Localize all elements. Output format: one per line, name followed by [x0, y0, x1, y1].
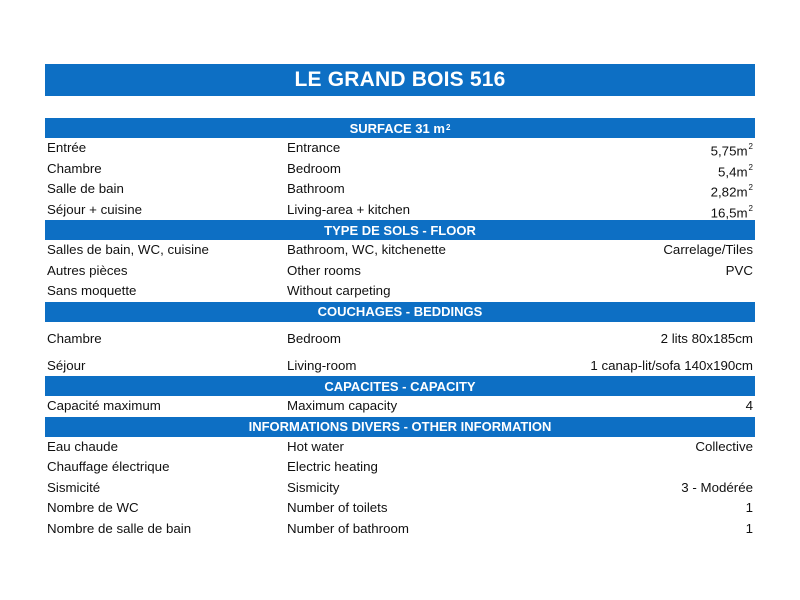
label-fr: Autres pièces: [47, 262, 128, 278]
label-fr: Séjour: [47, 357, 86, 373]
table-row: [45, 356, 755, 377]
row-value: 2 lits 80x185cm: [660, 330, 753, 346]
table-row: [45, 457, 755, 478]
page-title: LE GRAND BOIS 516: [45, 64, 755, 96]
label-en: Hot water: [287, 438, 344, 454]
row-value: $2,82m^2$: [710, 183, 753, 200]
table-row: [45, 261, 755, 282]
row-value: Collective: [695, 438, 753, 454]
row-value: $5,4m^2$: [717, 162, 753, 179]
table-row: [45, 396, 755, 417]
table-row: [45, 322, 755, 356]
label-fr: Eau chaude: [47, 438, 118, 454]
row-value: 1: [745, 500, 753, 515]
table-row: [45, 498, 755, 519]
table-row: [45, 138, 755, 159]
label-en: Entrance: [287, 140, 341, 155]
label-fr: Chambre: [47, 330, 102, 346]
section-heading-floor: TYPE DE SOLS - FLOOR: [45, 220, 755, 240]
label-fr: Nombre de salle de bain: [47, 520, 192, 536]
label-en: Maximum capacity: [287, 398, 398, 413]
label-en: Bathroom, WC, kitchenette: [287, 242, 446, 257]
label-en: Number of toilets: [287, 500, 388, 515]
row-value: $5,75m^2$: [710, 142, 753, 159]
row-value: $16,5m^2$: [710, 203, 753, 220]
label-en: Electric heating: [287, 459, 378, 474]
table-row: [45, 437, 755, 458]
label-fr: Chauffage électrique: [47, 459, 170, 474]
label-en: Number of bathroom: [287, 520, 409, 536]
table-row: [45, 159, 755, 180]
row-value: PVC: [725, 262, 753, 278]
section-heading-text: SURFACE 31 m: [349, 120, 445, 136]
label-en: Living-area + kitchen: [287, 201, 411, 217]
label-en: Bedroom: [287, 330, 341, 346]
label-fr: Chambre: [47, 160, 102, 176]
label-en: Living-room: [287, 357, 357, 373]
row-value: 4: [745, 398, 753, 413]
table-row: [45, 281, 755, 302]
label-fr: Entrée: [47, 140, 87, 155]
label-en: Bathroom: [287, 181, 345, 196]
label-fr: Séjour + cuisine: [47, 201, 142, 217]
label-fr: Nombre de WC: [47, 500, 139, 515]
table-row: [45, 179, 755, 200]
section-heading-capacity: CAPACITES - CAPACITY: [45, 376, 755, 396]
label-fr: Sismicité: [47, 479, 101, 495]
label-en: Sismicity: [287, 479, 340, 495]
label-en: Without carpeting: [287, 283, 391, 298]
table-row: [45, 519, 755, 540]
table-row: [45, 200, 755, 221]
section-heading-other-information: INFORMATIONS DIVERS - OTHER INFORMATION: [45, 417, 755, 437]
section-heading-beddings: COUCHAGES - BEDDINGS: [45, 302, 755, 322]
table-row: [45, 240, 755, 261]
table-row: [45, 478, 755, 499]
row-value: Carrelage/Tiles: [663, 242, 753, 257]
label-en: Bedroom: [287, 160, 341, 176]
row-value: 1 canap-lit/sofa 140x190cm: [590, 357, 753, 373]
row-value: 1: [745, 520, 753, 536]
label-fr: Salle de bain: [47, 181, 124, 196]
label-fr: Salles de bain, WC, cuisine: [47, 242, 209, 257]
section-heading-surface: [45, 118, 755, 138]
label-fr: Capacité maximum: [47, 398, 161, 413]
property-sheet: [45, 118, 755, 539]
label-en: Other rooms: [287, 262, 361, 278]
label-fr: Sans moquette: [47, 283, 137, 298]
section-heading-superscript: 2: [445, 122, 451, 132]
row-value: 3 - Modérée: [681, 479, 753, 495]
